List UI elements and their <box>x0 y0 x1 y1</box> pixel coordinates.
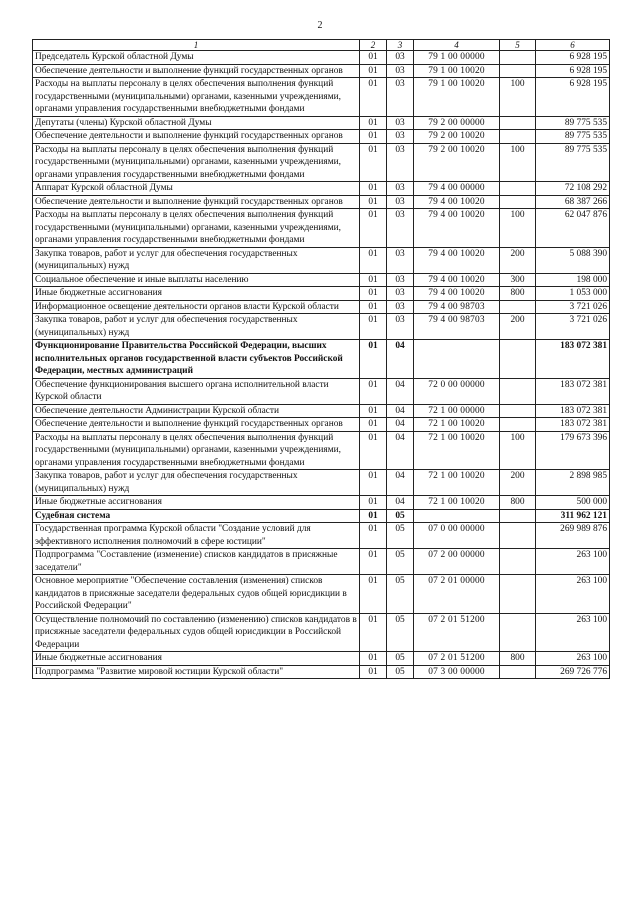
cell-target-code: 07 2 00 00000 <box>414 549 500 575</box>
table-row <box>33 64 610 78</box>
cell-target-code: 79 2 00 00000 <box>414 116 500 130</box>
cell-amount: 68 387 266 <box>536 195 610 209</box>
cell-target-code: 72 0 00 00000 <box>414 378 500 404</box>
table-row <box>33 340 610 379</box>
cell-amount: 72 108 292 <box>536 182 610 196</box>
cell-target-code: 79 4 00 10020 <box>414 247 500 273</box>
cell-amount: 6 928 195 <box>536 64 610 78</box>
cell-amount: 263 100 <box>536 652 610 666</box>
cell-section: 01 <box>360 418 387 432</box>
table-row <box>33 665 610 679</box>
cell-amount: 6 928 195 <box>536 51 610 65</box>
cell-section: 01 <box>360 575 387 614</box>
cell-target-code: 72 1 00 10020 <box>414 431 500 470</box>
cell-amount: 3 721 026 <box>536 300 610 314</box>
cell-target-code: 07 0 00 00000 <box>414 523 500 549</box>
cell-target-code: 79 4 00 10020 <box>414 287 500 301</box>
cell-target-code: 79 1 00 00000 <box>414 51 500 65</box>
cell-name: Председатель Курской областной Думы <box>33 51 360 65</box>
cell-name: Социальное обеспечение и иные выплаты населению <box>33 273 360 287</box>
table-header-row <box>33 40 610 51</box>
cell-target-code: 79 4 00 98703 <box>414 314 500 340</box>
cell-section: 01 <box>360 652 387 666</box>
cell-amount: 311 962 121 <box>536 509 610 523</box>
cell-section: 01 <box>360 273 387 287</box>
cell-name: Подпрограмма "Составление (изменение) списков кандидатов в присяжные заседатели" <box>33 549 360 575</box>
cell-amount: 183 072 381 <box>536 378 610 404</box>
cell-expense-type <box>500 182 536 196</box>
cell-subsection: 04 <box>387 378 414 404</box>
table-row <box>33 470 610 496</box>
cell-section: 01 <box>360 378 387 404</box>
cell-name: Расходы на выплаты персоналу в целях обеспечения выполнения функций государственными (муниципальными) органами, казенными учреждениями, органами управления государственными внебюджетными фондами <box>33 78 360 117</box>
cell-amount: 62 047 876 <box>536 209 610 248</box>
cell-subsection: 04 <box>387 496 414 510</box>
cell-section: 01 <box>360 130 387 144</box>
cell-target-code: 79 1 00 10020 <box>414 64 500 78</box>
cell-expense-type: 100 <box>500 143 536 182</box>
cell-section: 01 <box>360 195 387 209</box>
cell-target-code: 79 1 00 10020 <box>414 78 500 117</box>
table-row <box>33 195 610 209</box>
cell-target-code: 79 4 00 10020 <box>414 195 500 209</box>
cell-name: Расходы на выплаты персоналу в целях обеспечения выполнения функций государственными (муниципальными) органами, казенными учреждениями, органами управления государственными внебюджетными фондами <box>33 143 360 182</box>
cell-expense-type <box>500 523 536 549</box>
cell-name: Закупка товаров, работ и услуг для обеспечения государственных (муниципальных) нужд <box>33 314 360 340</box>
cell-subsection: 04 <box>387 431 414 470</box>
cell-section: 01 <box>360 340 387 379</box>
cell-expense-type: 800 <box>500 496 536 510</box>
cell-subsection: 03 <box>387 64 414 78</box>
cell-amount: 500 000 <box>536 496 610 510</box>
cell-amount: 6 928 195 <box>536 78 610 117</box>
cell-subsection: 05 <box>387 549 414 575</box>
cell-subsection: 03 <box>387 314 414 340</box>
cell-subsection: 04 <box>387 404 414 418</box>
cell-section: 01 <box>360 431 387 470</box>
table-row <box>33 300 610 314</box>
page-number: 2 <box>317 20 323 31</box>
cell-expense-type: 100 <box>500 209 536 248</box>
cell-expense-type <box>500 613 536 652</box>
cell-amount: 2 898 985 <box>536 470 610 496</box>
cell-section: 01 <box>360 287 387 301</box>
cell-expense-type: 100 <box>500 78 536 117</box>
cell-amount: 183 072 381 <box>536 340 610 379</box>
table-row <box>33 314 610 340</box>
cell-amount: 269 726 776 <box>536 665 610 679</box>
table-row <box>33 549 610 575</box>
cell-expense-type <box>500 64 536 78</box>
cell-name: Информационное освещение деятельности органов власти Курской области <box>33 300 360 314</box>
cell-subsection: 05 <box>387 509 414 523</box>
cell-target-code: 79 4 00 00000 <box>414 182 500 196</box>
cell-name: Иные бюджетные ассигнования <box>33 287 360 301</box>
cell-expense-type <box>500 549 536 575</box>
table-row <box>33 247 610 273</box>
cell-subsection: 05 <box>387 665 414 679</box>
cell-amount: 89 775 535 <box>536 116 610 130</box>
cell-amount: 198 000 <box>536 273 610 287</box>
cell-target-code <box>414 509 500 523</box>
cell-section: 01 <box>360 209 387 248</box>
cell-section: 01 <box>360 470 387 496</box>
cell-name: Депутаты (члены) Курской областной Думы <box>33 116 360 130</box>
cell-section: 01 <box>360 182 387 196</box>
cell-name: Иные бюджетные ассигнования <box>33 496 360 510</box>
cell-section: 01 <box>360 613 387 652</box>
table-row <box>33 404 610 418</box>
cell-section: 01 <box>360 496 387 510</box>
cell-section: 01 <box>360 143 387 182</box>
cell-expense-type <box>500 509 536 523</box>
cell-subsection: 05 <box>387 523 414 549</box>
cell-target-code: 07 2 01 51200 <box>414 652 500 666</box>
cell-expense-type: 200 <box>500 470 536 496</box>
cell-subsection: 03 <box>387 209 414 248</box>
cell-expense-type: 800 <box>500 652 536 666</box>
cell-section: 01 <box>360 247 387 273</box>
cell-subsection: 04 <box>387 470 414 496</box>
cell-subsection: 03 <box>387 287 414 301</box>
cell-subsection: 05 <box>387 575 414 614</box>
cell-expense-type <box>500 418 536 432</box>
cell-name: Подпрограмма "Развитие мировой юстиции Курской области" <box>33 665 360 679</box>
cell-expense-type <box>500 300 536 314</box>
cell-subsection: 03 <box>387 130 414 144</box>
table-row <box>33 130 610 144</box>
cell-expense-type <box>500 51 536 65</box>
table-row <box>33 496 610 510</box>
cell-subsection: 03 <box>387 195 414 209</box>
table-row <box>33 78 610 117</box>
cell-amount: 263 100 <box>536 613 610 652</box>
cell-name: Судебная система <box>33 509 360 523</box>
cell-name: Функционирование Правительства Российской Федерации, высших исполнительных органов государственной власти субъектов Российской Федерации, местных администраций <box>33 340 360 379</box>
cell-subsection: 03 <box>387 247 414 273</box>
cell-expense-type: 800 <box>500 287 536 301</box>
cell-section: 01 <box>360 116 387 130</box>
budget-table <box>32 39 610 679</box>
cell-amount: 263 100 <box>536 549 610 575</box>
cell-target-code: 72 1 00 10020 <box>414 470 500 496</box>
cell-target-code: 79 4 00 10020 <box>414 273 500 287</box>
cell-name: Осуществление полномочий по составлению (изменению) списков кандидатов в присяжные заседатели федеральных судов общей юрисдикции в Российской Федерации <box>33 613 360 652</box>
cell-subsection: 03 <box>387 78 414 117</box>
cell-target-code: 79 4 00 10020 <box>414 209 500 248</box>
table-row <box>33 209 610 248</box>
cell-expense-type <box>500 575 536 614</box>
table-row <box>33 273 610 287</box>
cell-target-code: 72 1 00 00000 <box>414 404 500 418</box>
cell-subsection: 04 <box>387 340 414 379</box>
cell-subsection: 03 <box>387 116 414 130</box>
cell-name: Обеспечение функционирования высшего органа исполнительной власти Курской области <box>33 378 360 404</box>
table-row <box>33 378 610 404</box>
col-header-amount: 6 <box>536 40 610 51</box>
cell-section: 01 <box>360 404 387 418</box>
table-row <box>33 575 610 614</box>
cell-section: 01 <box>360 51 387 65</box>
cell-name: Обеспечение деятельности и выполнение функций государственных органов <box>33 64 360 78</box>
cell-subsection: 03 <box>387 300 414 314</box>
cell-expense-type <box>500 195 536 209</box>
cell-name: Закупка товаров, работ и услуг для обеспечения государственных (муниципальных) нужд <box>33 470 360 496</box>
cell-target-code: 07 2 01 00000 <box>414 575 500 614</box>
cell-amount: 89 775 535 <box>536 130 610 144</box>
cell-amount: 183 072 381 <box>536 418 610 432</box>
cell-name: Расходы на выплаты персоналу в целях обеспечения выполнения функций государственными (муниципальными) органами, казенными учреждениями, органами управления государственными внебюджетными фондами <box>33 431 360 470</box>
cell-expense-type: 300 <box>500 273 536 287</box>
cell-subsection: 03 <box>387 143 414 182</box>
cell-target-code <box>414 340 500 379</box>
cell-expense-type: 200 <box>500 314 536 340</box>
cell-section: 01 <box>360 665 387 679</box>
cell-target-code: 07 3 00 00000 <box>414 665 500 679</box>
cell-name: Обеспечение деятельности и выполнение функций государственных органов <box>33 195 360 209</box>
cell-subsection: 03 <box>387 51 414 65</box>
cell-expense-type <box>500 116 536 130</box>
cell-subsection: 03 <box>387 182 414 196</box>
cell-expense-type <box>500 404 536 418</box>
cell-expense-type <box>500 340 536 379</box>
cell-subsection: 05 <box>387 613 414 652</box>
cell-expense-type: 100 <box>500 431 536 470</box>
cell-section: 01 <box>360 523 387 549</box>
cell-section: 01 <box>360 509 387 523</box>
cell-amount: 179 673 396 <box>536 431 610 470</box>
cell-amount: 263 100 <box>536 575 610 614</box>
cell-section: 01 <box>360 314 387 340</box>
table-row <box>33 652 610 666</box>
cell-expense-type <box>500 130 536 144</box>
cell-section: 01 <box>360 78 387 117</box>
cell-name: Иные бюджетные ассигнования <box>33 652 360 666</box>
cell-name: Закупка товаров, работ и услуг для обеспечения государственных (муниципальных) нужд <box>33 247 360 273</box>
col-header-target-code: 4 <box>414 40 500 51</box>
table-row <box>33 51 610 65</box>
cell-name: Обеспечение деятельности Администрации Курской области <box>33 404 360 418</box>
cell-target-code: 79 4 00 98703 <box>414 300 500 314</box>
table-row <box>33 431 610 470</box>
table-row <box>33 418 610 432</box>
col-header-subsection: 3 <box>387 40 414 51</box>
cell-section: 01 <box>360 549 387 575</box>
cell-target-code: 72 1 00 10020 <box>414 496 500 510</box>
cell-amount: 3 721 026 <box>536 314 610 340</box>
col-header-section: 2 <box>360 40 387 51</box>
cell-expense-type <box>500 378 536 404</box>
cell-name: Государственная программа Курской области "Создание условий для эффективного исполнения полномочий в сфере юстиции" <box>33 523 360 549</box>
table-row <box>33 613 610 652</box>
cell-name: Расходы на выплаты персоналу в целях обеспечения выполнения функций государственными (муниципальными) органами, казенными учреждениями, органами управления государственными внебюджетными фондами <box>33 209 360 248</box>
cell-target-code: 79 2 00 10020 <box>414 130 500 144</box>
cell-name: Основное мероприятие "Обеспечение составления (изменения) списков кандидатов в присяжные заседатели федеральных судов общей юрисдикции в Российской Федерации" <box>33 575 360 614</box>
cell-amount: 5 088 390 <box>536 247 610 273</box>
table-row <box>33 182 610 196</box>
table-row <box>33 523 610 549</box>
table-row <box>33 116 610 130</box>
cell-name: Аппарат Курской областной Думы <box>33 182 360 196</box>
table-row <box>33 287 610 301</box>
cell-target-code: 72 1 00 10020 <box>414 418 500 432</box>
table-row <box>33 509 610 523</box>
cell-section: 01 <box>360 300 387 314</box>
cell-subsection: 03 <box>387 273 414 287</box>
cell-amount: 269 989 876 <box>536 523 610 549</box>
cell-section: 01 <box>360 64 387 78</box>
cell-expense-type <box>500 665 536 679</box>
cell-target-code: 79 2 00 10020 <box>414 143 500 182</box>
cell-subsection: 05 <box>387 652 414 666</box>
col-header-name: 1 <box>33 40 360 51</box>
cell-name: Обеспечение деятельности и выполнение функций государственных органов <box>33 130 360 144</box>
cell-amount: 1 053 000 <box>536 287 610 301</box>
cell-expense-type: 200 <box>500 247 536 273</box>
table-row <box>33 143 610 182</box>
col-header-expense-type: 5 <box>500 40 536 51</box>
cell-name: Обеспечение деятельности и выполнение функций государственных органов <box>33 418 360 432</box>
cell-amount: 183 072 381 <box>536 404 610 418</box>
cell-target-code: 07 2 01 51200 <box>414 613 500 652</box>
cell-amount: 89 775 535 <box>536 143 610 182</box>
cell-subsection: 04 <box>387 418 414 432</box>
